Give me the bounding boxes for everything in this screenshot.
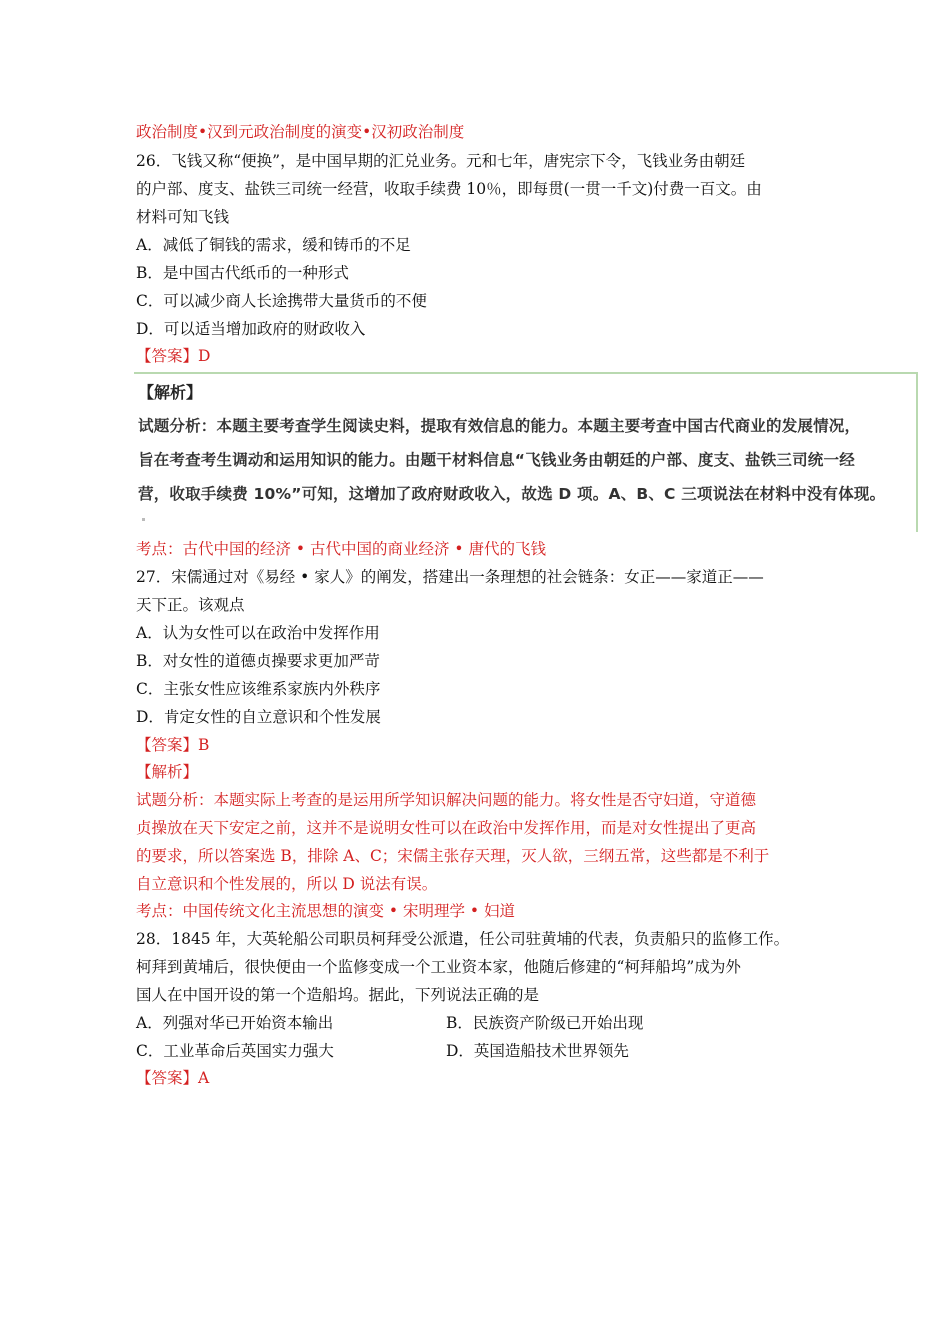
scan-speck [142,518,145,521]
q27-answer [136,735,209,755]
q28-option-a: A．列强对华已开始资本输出 [136,1014,334,1032]
q27-stem-line-2: 天下正。该观点 [136,596,245,614]
q28-option-b: B．民族资产阶级已开始出现 [446,1014,644,1032]
q26-option-c: C．可以减少商人长途携带大量货币的不便 [136,292,427,310]
answer-tag: 【答案】 [136,347,199,365]
q27-option-a: A．认为女性可以在政治中发挥作用 [136,624,380,642]
q28-stem-line-2: 柯拜到黄埔后，很快便由一个监修变成一个工业资本家，他随后修建的“柯拜船坞”成为外 [136,958,741,976]
q27-analysis-line-2: 贞操放在天下安定之前，这并不是说明女性可以在政治中发挥作用，而是对女性提出了更高 [136,819,757,837]
q27-option-d: D．肯定女性的自立意识和个性发展 [136,708,381,726]
q28-answer [136,1068,209,1088]
q27-option-c: C．主张女性应该维系家族内外秩序 [136,680,381,698]
analysis-line-1: 试题分析：本题主要考查学生阅读史料，提取有效信息的能力。本题主要考查中国古代商业的发展情况， [138,417,861,435]
q27-analysis-line-4: 自立意识和个性发展的，所以 D 说法有误。 [136,875,438,893]
q28-option-c: C．工业革命后英国实力强大 [136,1042,334,1060]
analysis-heading: 【解析】 [138,383,203,402]
q28-option-d: D．英国造船技术世界领先 [446,1042,629,1060]
q26-option-d: D．可以适当增加政府的财政收入 [136,320,366,338]
q28-stem-line-3: 国人在中国开设的第一个造船坞。据此，下列说法正确的是 [136,986,540,1004]
q26-answer [136,346,210,366]
q27-analysis-line-1: 试题分析：本题实际上考查的是运用所学知识解决问题的能力。将女性是否守妇道，守道德 [136,791,757,809]
q26-option-a: A．减低了铜钱的需求，缓和铸币的不足 [136,236,411,254]
analysis-line-2: 旨在考查考生调动和运用知识的能力。由题干材料信息“飞钱业务由朝廷的户部、度支、盐铁三司统一经 [138,451,855,469]
q27-stem-line-1: 27．宋儒通过对《易经 • 家人》的阐发，搭建出一条理想的社会链条：女正——家道正—— [136,568,764,586]
analysis-line-3: 营，收取手续费 10%”可知，这增加了政府财政收入，故选 D 项。A、B、C 三项说法在材料中没有体现。 [138,485,886,503]
q27-option-b: B．对女性的道德贞操要求更加严苛 [136,652,380,670]
q27-analysis-tag: 【解析】 [136,763,199,781]
q26-stem-line-2: 的户部、度支、盐铁三司统一经营，收取手续费 10％，即每贯(一贯一千文)付费一百文。由 [136,180,762,198]
q26-analysis-image [134,372,918,532]
q26-option-b: B．是中国古代纸币的一种形式 [136,264,349,282]
q28-stem-line-1: 28．1845 年，大英轮船公司职员柯拜受公派遣，任公司驻黄埔的代表，负责船只的监修工作。 [136,930,790,948]
answer-value: D [198,347,211,365]
answer-value: B [198,736,210,754]
q26-stem-line-1: 26．飞钱又称“便换”，是中国早期的汇兑业务。元和七年，唐宪宗下令，飞钱业务由朝廷 [136,152,746,170]
q26-stem-line-3: 材料可知飞钱 [136,208,230,226]
q27-analysis-line-3: 的要求，所以答案选 B，排除 A、C；宋儒主张存天理，灭人欲，三纲五常，这些都是不利于 [136,847,770,865]
q26-kaodian: 考点：古代中国的经济 • 古代中国的商业经济 • 唐代的飞钱 [136,540,546,558]
answer-tag: 【答案】 [136,736,199,754]
q26-category-header: 政治制度•汉到元政治制度的演变•汉初政治制度 [136,123,465,141]
answer-value: A [198,1069,210,1087]
answer-tag: 【答案】 [136,1069,199,1087]
q27-kaodian: 考点：中国传统文化主流思想的演变 • 宋明理学 • 妇道 [136,902,515,920]
